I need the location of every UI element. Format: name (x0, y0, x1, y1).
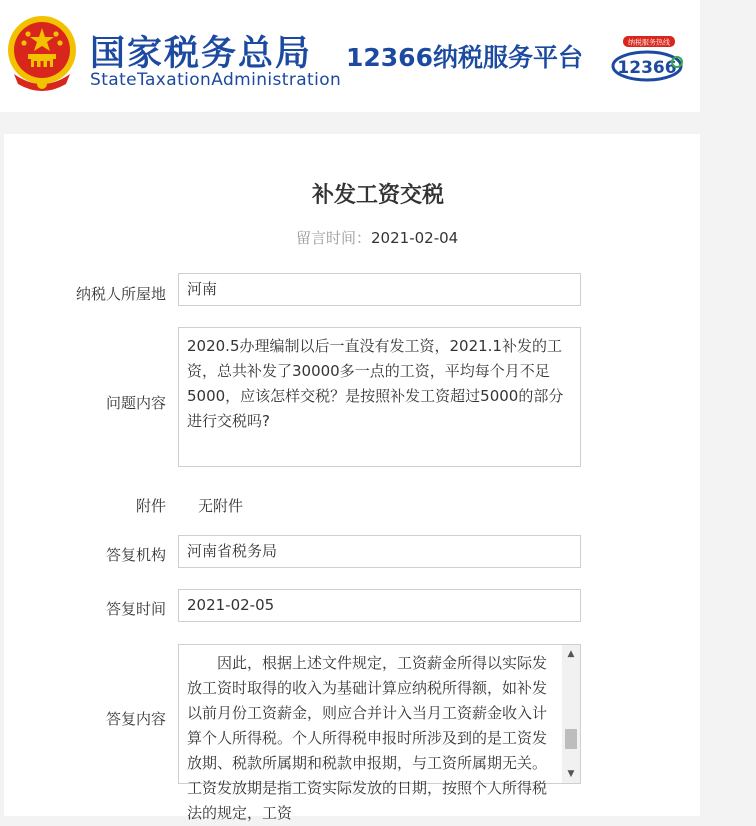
logo-number-text: 12366 (617, 58, 677, 78)
reply-label: 答复内容 (105, 710, 166, 728)
national-emblem-icon (4, 12, 80, 94)
reply-text: 因此，根据上述文件规定，工资薪金所得以实际发放工资时取得的收入为基础计算应纳税所得额，如补发以前月份工资薪金，则应合并计入当月工资薪金收入计算个人所得税。个人所得税申报时所涉及到的是工资发放期、税款所属期和税款申报期，与工资所属期无关。工资发放期是指工资实际发放的日期，按照个人所得税法的规定，工资 (187, 654, 548, 822)
scroll-up-icon[interactable]: ▲ (567, 649, 575, 659)
message-time-label: 留言时间： (296, 229, 372, 247)
bureau-name-en: StateTaxationAdministration (90, 70, 342, 90)
site-header (0, 0, 700, 112)
location-field[interactable]: 河南 (178, 273, 581, 306)
bureau-name-cn: 国家税务总局 (90, 34, 313, 74)
reply-field[interactable] (178, 644, 581, 822)
hotline-logo-icon (607, 32, 689, 84)
agency-field[interactable]: 河南省税务局 (178, 535, 581, 568)
scroll-down-icon[interactable]: ▼ (567, 769, 575, 779)
platform-name: 12366纳税服务平台 (346, 43, 583, 72)
question-label: 问题内容 (105, 394, 166, 412)
reply-scrollbar[interactable] (562, 645, 580, 783)
message-time (296, 227, 458, 248)
reply-time-field[interactable]: 2021-02-05 (178, 589, 581, 622)
message-time-value: 2021-02-04 (371, 229, 459, 247)
attachment-value: 无附件 (198, 497, 244, 515)
agency-label: 答复机构 (105, 546, 166, 564)
page-title: 补发工资交税 (311, 183, 444, 208)
attachment-label: 附件 (135, 497, 166, 515)
question-field[interactable]: 2020.5办理编制以后一直没有发工资，2021.1补发的工资，总共补发了30000多一点的工资，平均每个月不足5000，应该怎样交税？是按照补发工资超过5000的部分进行交税吗? (178, 327, 581, 467)
reply-time-label: 答复时间 (105, 600, 166, 618)
location-label: 纳税人所屋地 (75, 285, 166, 303)
logo-ribbon-text: 纳税服务热线 (628, 38, 670, 47)
scroll-thumb[interactable] (565, 729, 577, 749)
